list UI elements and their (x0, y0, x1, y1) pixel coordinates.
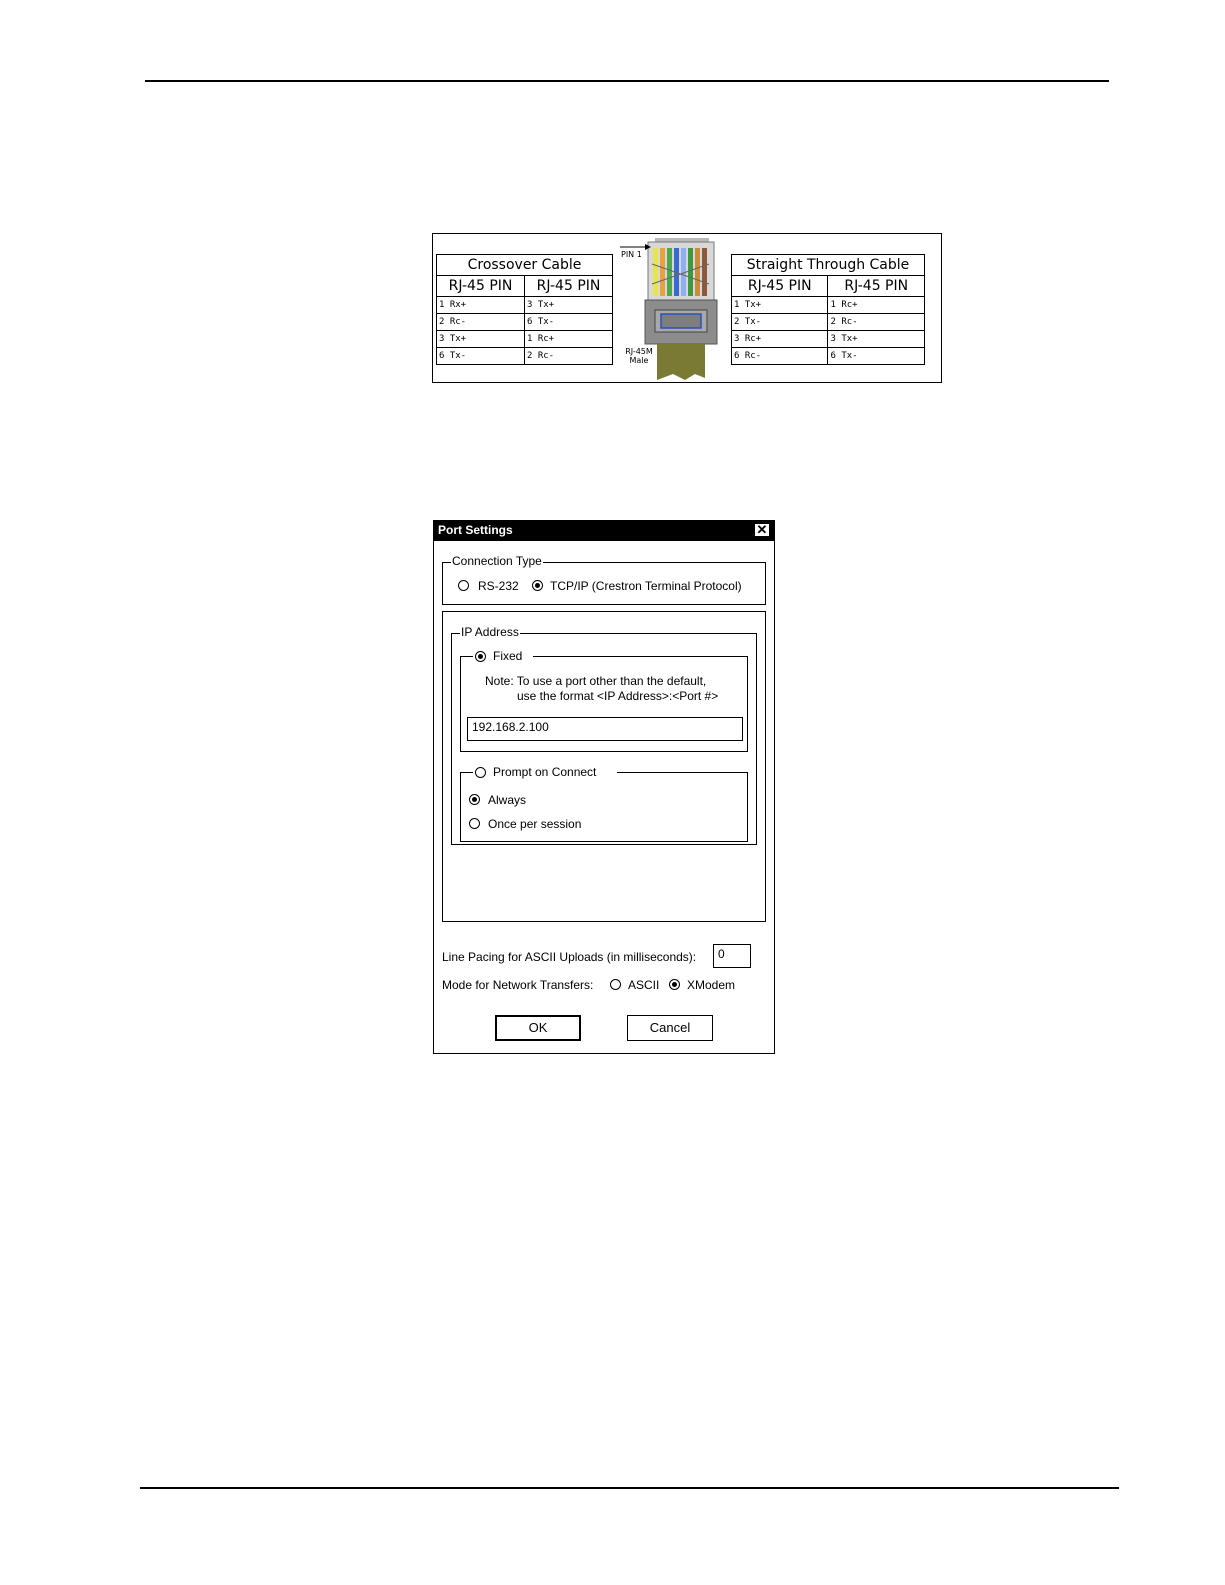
table-row (437, 314, 613, 331)
line-pacing-value: 0 (718, 947, 725, 961)
prompt-on-connect-label[interactable]: Prompt on Connect (493, 765, 597, 779)
note-line-2: use the format <IP Address>:<Port #> (517, 689, 719, 703)
table-cell: 6 Rc- (732, 348, 828, 365)
table-row (732, 331, 925, 348)
connection-type-group (442, 554, 766, 605)
table-cell: 1 Rc+ (525, 331, 613, 348)
prompt-on-connect-group (460, 765, 748, 842)
footer-rule (140, 1487, 1119, 1489)
once-per-session-radio[interactable] (469, 818, 480, 829)
straight-header-1: RJ-45 PIN (732, 276, 828, 297)
xmodem-radio[interactable] (669, 979, 680, 990)
close-button[interactable] (754, 523, 770, 537)
straight-header-2: RJ-45 PIN (828, 276, 925, 297)
fixed-radio[interactable] (475, 651, 486, 662)
ascii-radio[interactable] (610, 979, 621, 990)
table-row (437, 348, 613, 365)
table-cell: 6 Tx- (525, 314, 613, 331)
table-cell: 3 Tx+ (437, 331, 525, 348)
dialog-title: Port Settings (438, 523, 513, 537)
always-label[interactable]: Always (488, 793, 527, 807)
table-cell: 6 Tx- (828, 348, 925, 365)
rs232-label[interactable]: RS-232 (478, 579, 519, 593)
straight-title: Straight Through Cable (732, 255, 925, 276)
header-rule (145, 80, 1109, 82)
always-radio[interactable] (469, 794, 480, 805)
rs232-radio[interactable] (458, 580, 469, 591)
table-cell: 3 Tx+ (525, 297, 613, 314)
ip-address-input[interactable] (467, 717, 743, 741)
crossover-header-1: RJ-45 PIN (437, 276, 525, 297)
fixed-group (460, 649, 748, 752)
ip-settings-panel (442, 611, 766, 922)
dialog-title-bar[interactable] (434, 521, 774, 541)
cancel-button[interactable]: Cancel (627, 1015, 713, 1041)
table-cell: 3 Tx+ (828, 331, 925, 348)
line-pacing-input[interactable] (713, 944, 751, 968)
table-row (732, 314, 925, 331)
tcpip-radio[interactable] (532, 580, 543, 591)
table-cell: 3 Rc+ (732, 331, 828, 348)
straight-through-cable-table (731, 254, 925, 365)
table-row (437, 297, 613, 314)
table-row (437, 331, 613, 348)
once-per-session-label[interactable]: Once per session (488, 817, 582, 831)
crossover-title: Crossover Cable (437, 255, 613, 276)
plug-label-line2: Male (629, 356, 649, 365)
table-cell: 2 Rc- (828, 314, 925, 331)
pin1-label: PIN 1 (621, 250, 642, 259)
ascii-label[interactable]: ASCII (628, 978, 660, 992)
table-cell: 1 Rc+ (828, 297, 925, 314)
port-settings-dialog (433, 520, 775, 1054)
table-row (732, 297, 925, 314)
fixed-legend (473, 648, 533, 664)
table-cell: 1 Rx+ (437, 297, 525, 314)
cable-pinout-figure (432, 233, 942, 383)
table-cell: 2 Rc- (525, 348, 613, 365)
fixed-label[interactable]: Fixed (493, 649, 523, 663)
ip-address-legend: IP Address (461, 625, 519, 639)
prompt-on-connect-radio[interactable] (475, 767, 486, 778)
line-pacing-label: Line Pacing for ASCII Uploads (in milliseconds): (442, 950, 697, 964)
ok-button[interactable]: OK (495, 1015, 581, 1041)
plug-label-line1: RJ-45M (625, 347, 653, 356)
tcpip-label[interactable]: TCP/IP (Crestron Terminal Protocol) (550, 579, 742, 593)
table-row (732, 348, 925, 365)
transfer-mode-label: Mode for Network Transfers: (442, 978, 594, 992)
rj45-connector-illustration (615, 234, 730, 382)
ip-address-value: 192.168.2.100 (472, 720, 549, 734)
table-cell: 1 Tx+ (732, 297, 828, 314)
ip-address-group (451, 625, 757, 845)
prompt-legend (473, 764, 617, 780)
crossover-header-2: RJ-45 PIN (525, 276, 613, 297)
note-line-1: Note: To use a port other than the default, (485, 674, 707, 688)
crossover-cable-table (436, 254, 613, 365)
close-icon: ✕ (756, 522, 768, 537)
table-cell: 6 Tx- (437, 348, 525, 365)
connection-type-legend: Connection Type (452, 554, 542, 568)
table-cell: 2 Tx- (732, 314, 828, 331)
xmodem-label[interactable]: XModem (687, 978, 736, 992)
table-cell: 2 Rc- (437, 314, 525, 331)
